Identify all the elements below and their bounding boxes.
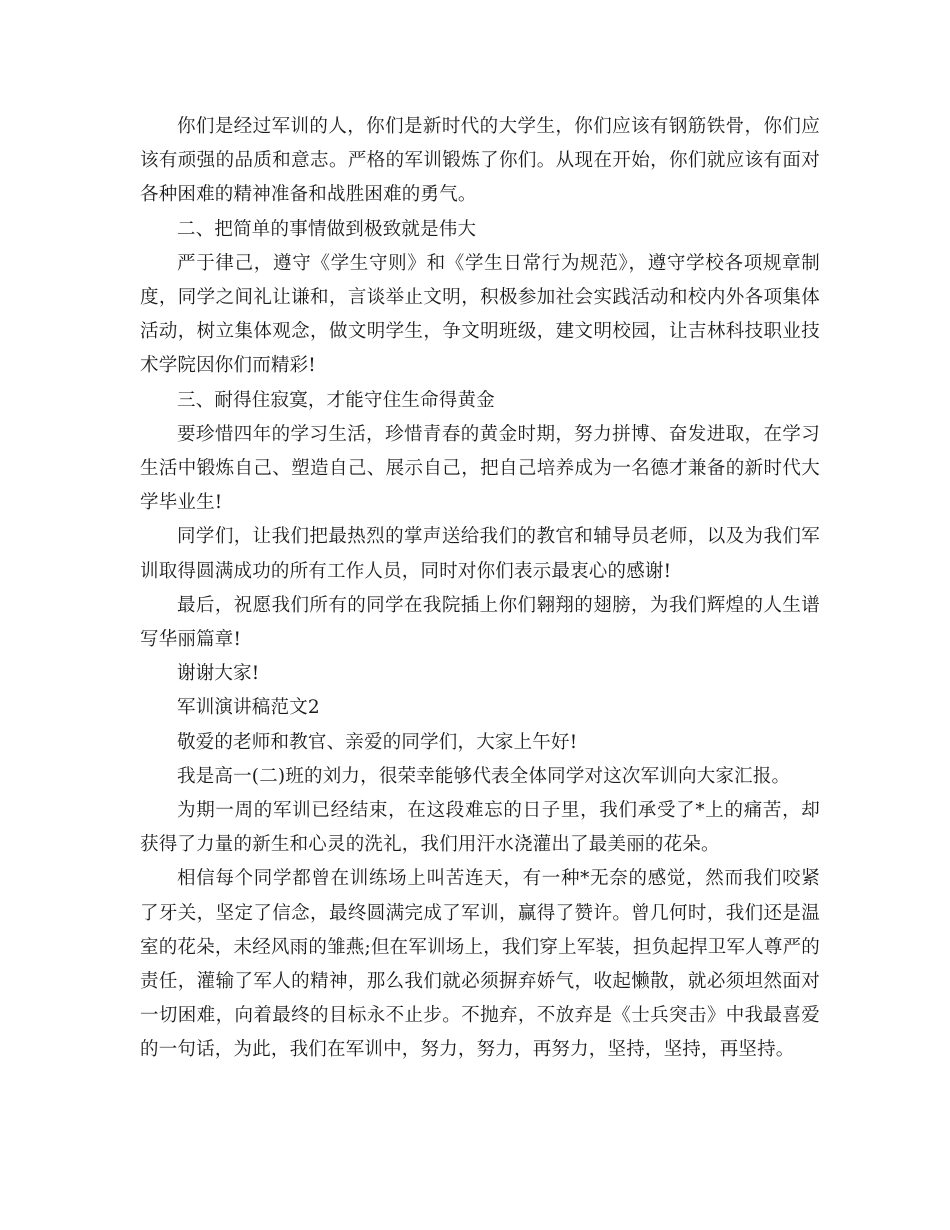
document-body <box>140 110 820 1068</box>
article-title: 军训演讲稿范文2 <box>177 697 320 719</box>
body-paragraph: 我是高一(二)班的刘力，很荣幸能够代表全体同学对这次军训向大家汇报。 <box>177 765 791 787</box>
body-paragraph: 严于律己，遵守《学生守则》和《学生日常行为规范》，遵守学校各项规章制度，同学之间礼让谦和，言谈举止文明，积极参加社会实践活动和校内外各项集体活动，树立集体观念，做文明学生，争文明班级，建文明校园，让吉林科技职业技术学院因你们而精彩! <box>140 252 820 377</box>
greeting-line: 敬爱的老师和教官、亲爱的同学们，大家上午好! <box>177 731 578 753</box>
body-paragraph: 同学们，让我们把最热烈的掌声送给我们的教官和辅导员老师，以及为我们军训取得圆满成功的所有工作人员，同时对你们表示最衷心的感谢! <box>140 526 820 582</box>
closing-line: 谢谢大家! <box>177 663 260 685</box>
body-paragraph: 最后，祝愿我们所有的同学在我院插上你们翱翔的翅膀，为我们辉煌的人生谱写华丽篇章! <box>140 594 820 651</box>
section-heading: 三、耐得住寂寞，才能守住生命得黄金 <box>177 389 495 411</box>
body-paragraph: 要珍惜四年的学习生活，珍惜青春的黄金时期，努力拼博、奋发进取，在学习生活中锻炼自己、塑造自己、展示自己，把自己培养成为一名德才兼备的新时代大学毕业生! <box>140 423 820 514</box>
body-paragraph: 为期一周的军训已经结束，在这段难忘的日子里，我们承受了*上的痛苦，却获得了力量的新生和心灵的洗礼，我们用汗水浇灌出了最美丽的花朵。 <box>140 800 820 856</box>
body-paragraph: 相信每个同学都曾在训练场上叫苦连天，有一种*无奈的感觉，然而我们咬紧了牙关，坚定了信念，最终圆满完成了军训，赢得了赞许。曾几何时，我们还是温室的花朵，未经风雨的雏燕;但在军训场上，我们穿上军装，担负起捍卫军人尊严的责任，灌输了军人的精神，那么我们就必须摒弃娇气，收起懒散，就必须坦然面对一切困难，向着最终的目标永不止步。不抛弃，不放弃是《士兵突击》中我最喜爱的一句话，为此，我们在军训中，努力，努力，再努力，坚持，坚持，再坚持。 <box>140 868 820 1061</box>
section-heading: 二、把简单的事情做到极致就是伟大 <box>177 218 477 240</box>
body-paragraph: 你们是经过军训的人，你们是新时代的大学生，你们应该有钢筋铁骨，你们应该有顽强的品质和意志。严格的军训锻炼了你们。从现在开始，你们就应该有面对各种困难的精神准备和战胜困难的勇气。 <box>140 116 820 206</box>
